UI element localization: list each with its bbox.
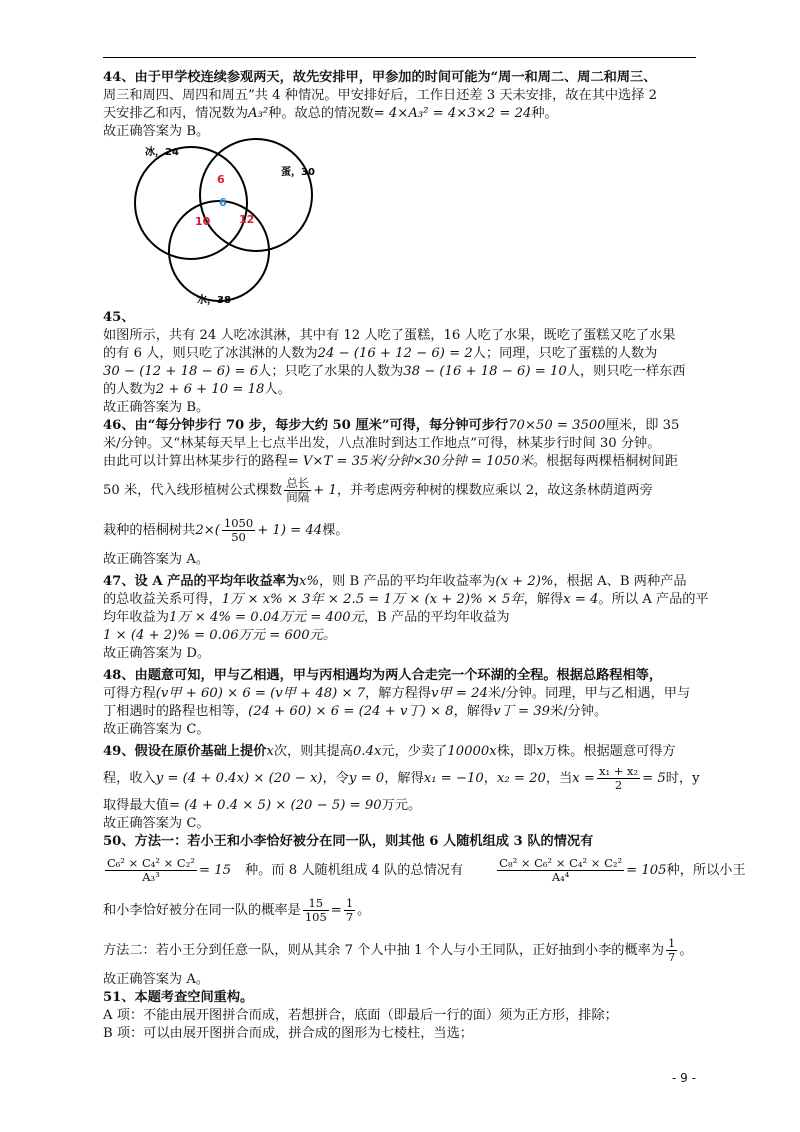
q49-answer: 故正确答案为 C。 [103, 816, 210, 831]
q48-answer: 故正确答案为 C。 [103, 722, 210, 737]
tree-formula-fraction: $\frac{\text{总长}}{\text{间隔}}$ [286, 476, 310, 504]
q50-line-4: 方法二：若小王分到任意一队，则从其余 7 个人中抽 1 个人与小王同队，正好抽到小李的概率为 $\frac{1}{7}$ 。 [103, 936, 693, 964]
q49-line-2: 程，收入y = (4 + 0.4x) × (20 − x)，令y = 0，解得x₁ = −10，x₂ = 20，当x = $\frac{\text{x₁ + x₂}}{2}$ = 5时，y [103, 764, 700, 792]
q45-answer: 故正确答案为 B。 [103, 400, 210, 415]
q45-line-2: 的有 6 人，则只吃了冰淇淋的人数为24 − (16 + 12 − 6) = 2人；同理，只吃了蛋糕的人数为 [103, 346, 658, 361]
q44-line-1: 44、由于甲学校连续参观两天，故先安排甲，甲参加的时间可能为“周一和周二、周二和周三、 [103, 70, 657, 85]
q48-line-3: 丁相遇时的路程也相等，(24 + 60) × 6 = (24 + v丁) × 8，解得v丁 = 39米/分钟。 [103, 704, 608, 719]
q45-line-1: 如图所示，共有 24 人吃冰淇淋，其中有 12 人吃了蛋糕，16 人吃了水果，既吃了蛋糕又吃了水果 [103, 328, 676, 343]
venn-diagram [131, 145, 315, 306]
probability-fraction: $\frac{15}{105}$ [304, 896, 327, 924]
q46-line-1: 46、由“每分钟步行 70 步，每步大约 50 厘米”可得，每分钟可步行70×50 = 3500厘米，即 35 [103, 418, 680, 433]
q51-line-1: 51、本题考查空间重构。 [103, 990, 254, 1005]
q50-line-3: 和小李恰好被分在同一队的概率是 $\frac{15}{105}$ = $\frac{1}{7}$ 。 [103, 896, 371, 924]
q46-line-5: 栽种的梧桐树共2×( $\frac{1050}{50}$ + 1) = 44棵。 [103, 516, 349, 544]
q46-line-4: 50 米，代入线形植树公式棵数 $\frac{\text{总长}}{\text{间隔}}$ + 1，并考虑两旁种树的棵数应乘以 2，故这条林荫道两旁 [103, 476, 653, 504]
q50-answer: 故正确答案为 A。 [103, 972, 210, 987]
q44-answer: 故正确答案为 B。 [103, 124, 210, 139]
q50-line-1: 50、方法一：若小王和小李恰好被分在同一队，则其他 6 人随机组成 3 队的情况有 [103, 834, 594, 849]
q49-line-1: 49、假设在原价基础上提价x次，则其提高0.4x元，少卖了10000x株，即x万株。根据题意可得方 [103, 744, 676, 759]
venn-count-ice-water: 10 [195, 215, 211, 228]
cake-circle [200, 139, 312, 251]
combination-fraction-1: $\frac{\text{C₆² × C₄² × C₂²}}{\text{A₃³}}$ [107, 856, 195, 884]
venn-count-cake-water: 12 [239, 213, 255, 226]
q46-line-3: 由此可以计算出林某步行的路程= V×T = 35米/分钟×30分钟 = 1050米。根据每两棵梧桐树间距 [103, 454, 678, 469]
venn-label-cake: 蛋，30 [281, 167, 315, 178]
q46-line-2: 米/分钟。又“林某每天早上七点半出发，八点准时到达工作地点”可得，林某步行时间 30 分钟。 [103, 436, 661, 451]
q46-answer: 故正确答案为 A。 [103, 552, 210, 567]
header-rule [103, 57, 696, 58]
document-body [103, 69, 746, 1043]
venn-count-ice-cake: 6 [217, 173, 225, 186]
probability-simplified-fraction: $\frac{1}{7}$ [345, 896, 354, 924]
q48-line-1: 48、由题意可知，甲与乙相遇，甲与丙相遇均为两人合走完一个环湖的全程。根据总路程相等， [103, 668, 663, 683]
q47-answer: 故正确答案为 D。 [103, 646, 211, 661]
q51-line-3: B 项：可以由展开图拼合而成，拼合成的图形为七棱柱，当选； [103, 1026, 473, 1041]
venn-count-center: 6 [219, 196, 227, 209]
q50-line-2: $\frac{\text{C₆² × C₄² × C₂²}}{\text{A₃³}}$ = 15 种。而 8 人随机组成 4 队的总情况有 $\frac{\text{C₈² × C₆² × C₄² × C₂²}}{\text{A₄⁴}}$ = 105种，所以小王 [107, 856, 746, 884]
venn-label-ice: 冰，24 [145, 147, 179, 158]
venn-label-water: 水，38 [197, 295, 231, 306]
q49-line-3: 取得最大值= (4 + 0.4 × 5) × (20 − 5) = 90万元。 [103, 798, 422, 813]
q51-line-2: A 项：不能由展开图拼合而成，若想拼合，底面（即最后一行的面）须为正方形，排除； [103, 1008, 618, 1023]
q47-line-2: 的总收益关系可得，1万 × x% × 3年 × 2.5 = 1万 × (x + 2)% × 5年，解得x = 4。所以 A 产品的平 [103, 592, 709, 607]
q45-number: 45、 [103, 310, 135, 325]
combination-fraction-2: $\frac{\text{C₈² × C₆² × C₄² × C₂²}}{\text{A₄⁴}}$ [499, 856, 623, 884]
q47-line-1: 47、设 A 产品的平均年收益率为x%，则 B 产品的平均年收益率为(x + 2)%，根据 A、B 两种产品 [103, 574, 687, 589]
q47-line-3: 均年收益为1万 × 4% = 0.04万元 = 400元，B 产品的平均年收益为 [103, 610, 510, 625]
q44-line-3: 天安排乙和丙，情况数为A₃²种。故总的情况数= 4×A₃² = 4×3×2 = 24种。 [103, 106, 558, 121]
q45-line-3: 30 − (12 + 18 − 6) = 6人；只吃了水果的人数为38 − (16 + 18 − 6) = 10人，则只吃一样东西 [103, 364, 686, 379]
tree-count-fraction: $\frac{1050}{50}$ [223, 516, 254, 544]
q44-line-2: 周三和周四、周四和周五”共 4 种情况。甲安排好后，工作日还差 3 天未安排，故在其中选择 2 [103, 88, 657, 103]
vertex-fraction: $\frac{\text{x₁ + x₂}}{2}$ [598, 764, 639, 792]
q45-line-4: 的人数为2 + 6 + 10 = 18人。 [103, 382, 291, 397]
page-number: - 9 - [672, 1071, 696, 1085]
q47-line-4: 1 × (4 + 2)% = 0.06万元 = 600元。 [103, 628, 337, 643]
method-two-fraction: $\frac{1}{7}$ [668, 936, 676, 964]
q48-line-2: 可得方程(v甲 + 60) × 6 = (v甲 + 48) × 7，解方程得v甲 = 24米/分钟。同理，甲与乙相遇，甲与 [103, 686, 691, 701]
